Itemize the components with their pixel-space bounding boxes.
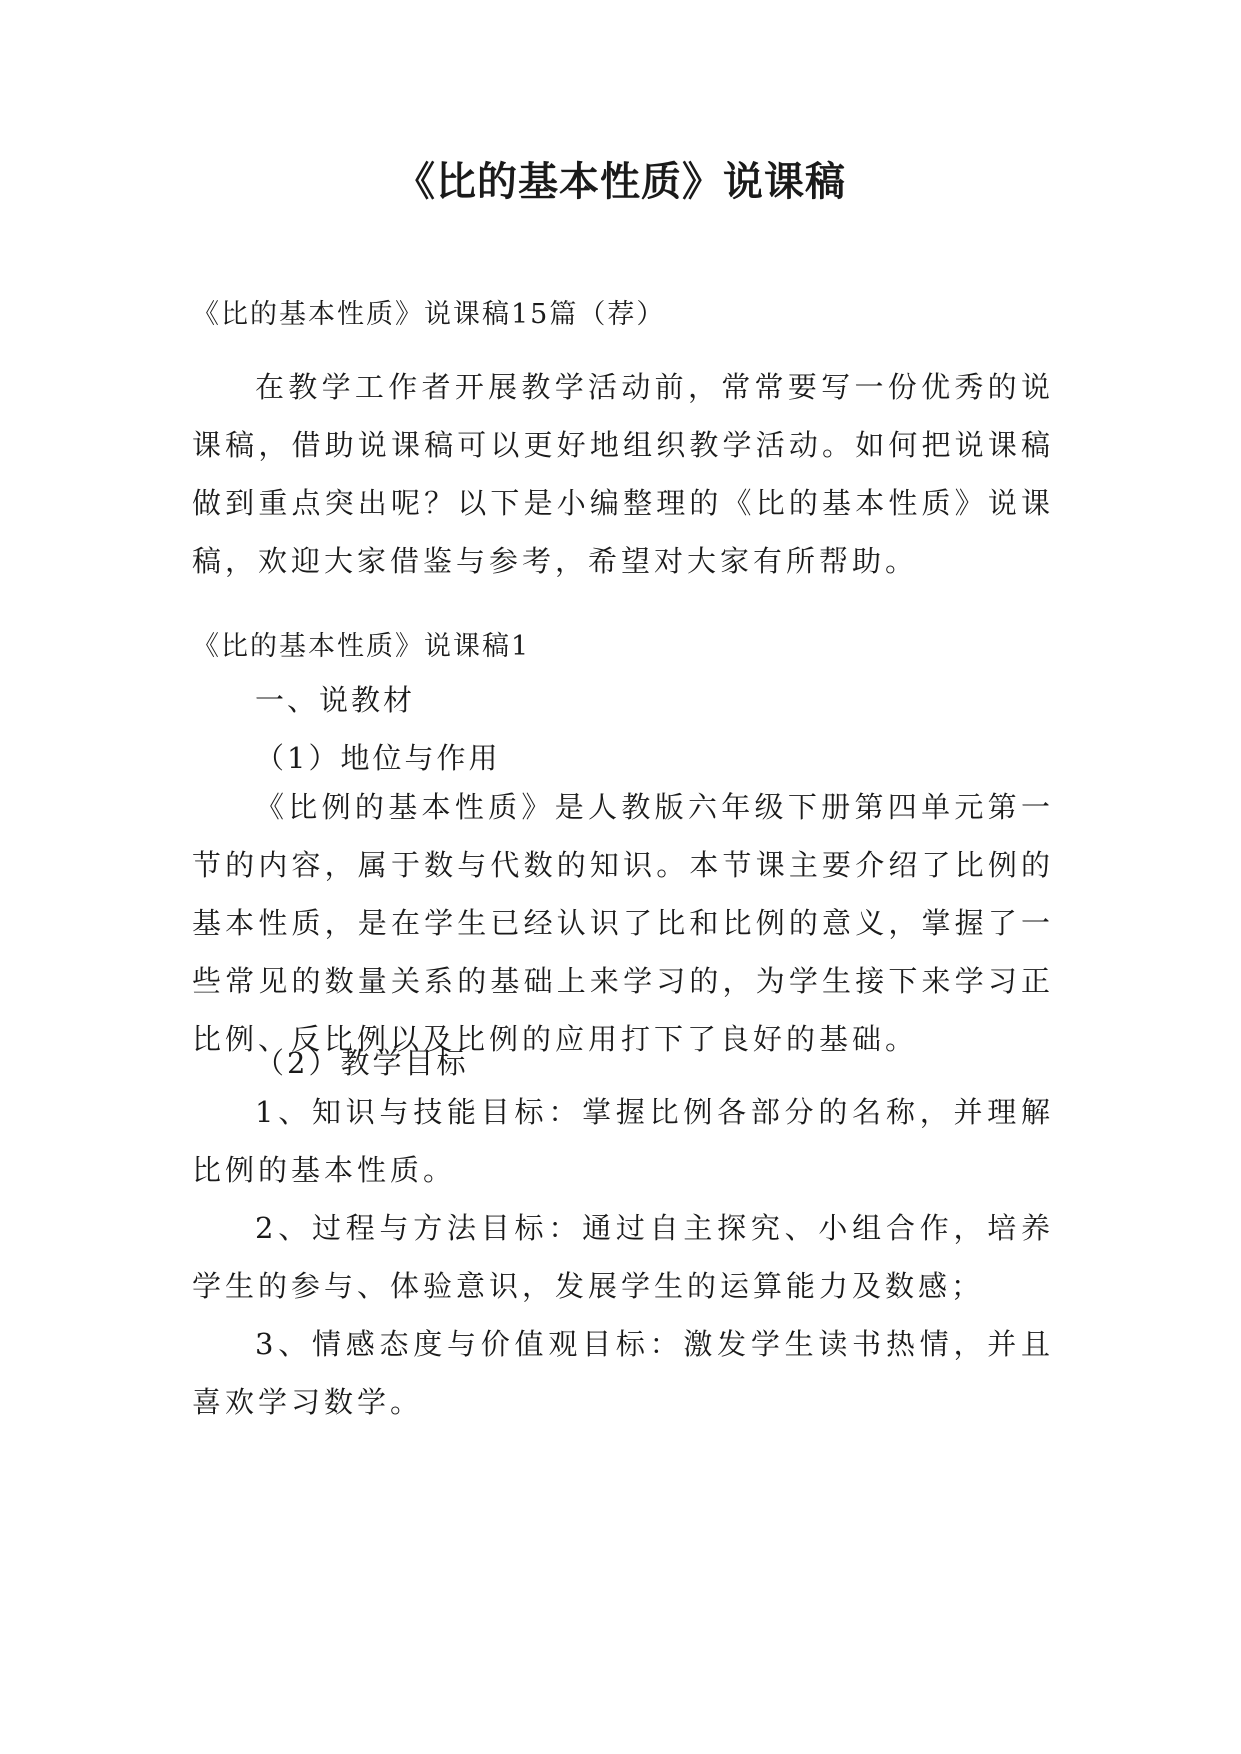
subsection-heading-position: （1）地位与作用 (255, 741, 501, 775)
section-heading: 《比的基本性质》说课稿1 (192, 631, 531, 662)
document-subtitle: 《比的基本性质》说课稿15篇（荐） (192, 299, 666, 330)
goal-emotion-paragraph: 3、情感态度与价值观目标：激发学生读书热情，并且喜欢学习数学。 (192, 1327, 1054, 1419)
document-title: 《比的基本性质》说课稿 (395, 159, 846, 205)
part-heading: 一、说教材 (255, 683, 416, 717)
subsection-heading-goals: （2）教学目标 (255, 1046, 469, 1080)
position-paragraph: 《比例的基本性质》是人教版六年级下册第四单元第一节的内容，属于数与代数的知识。本节课主要介绍了比例的基本性质，是在学生已经认识了比和比例的意义，掌握了一些常见的数量关系的基础上来学习的，为学生接下来学习正比例、反比例以及比例的应用打下了良好的基础。 (192, 790, 1054, 1056)
goal-process-paragraph: 2、过程与方法目标：通过自主探究、小组合作，培养学生的参与、体验意识，发展学生的运算能力及数感； (192, 1211, 1054, 1303)
goal-knowledge-paragraph: 1、知识与技能目标：掌握比例各部分的名称，并理解比例的基本性质。 (192, 1095, 1054, 1187)
intro-paragraph: 在教学工作者开展教学活动前，常常要写一份优秀的说课稿，借助说课稿可以更好地组织教学活动。如何把说课稿做到重点突出呢？以下是小编整理的《比的基本性质》说课稿，欢迎大家借鉴与参考，希望对大家有所帮助。 (192, 370, 1054, 578)
